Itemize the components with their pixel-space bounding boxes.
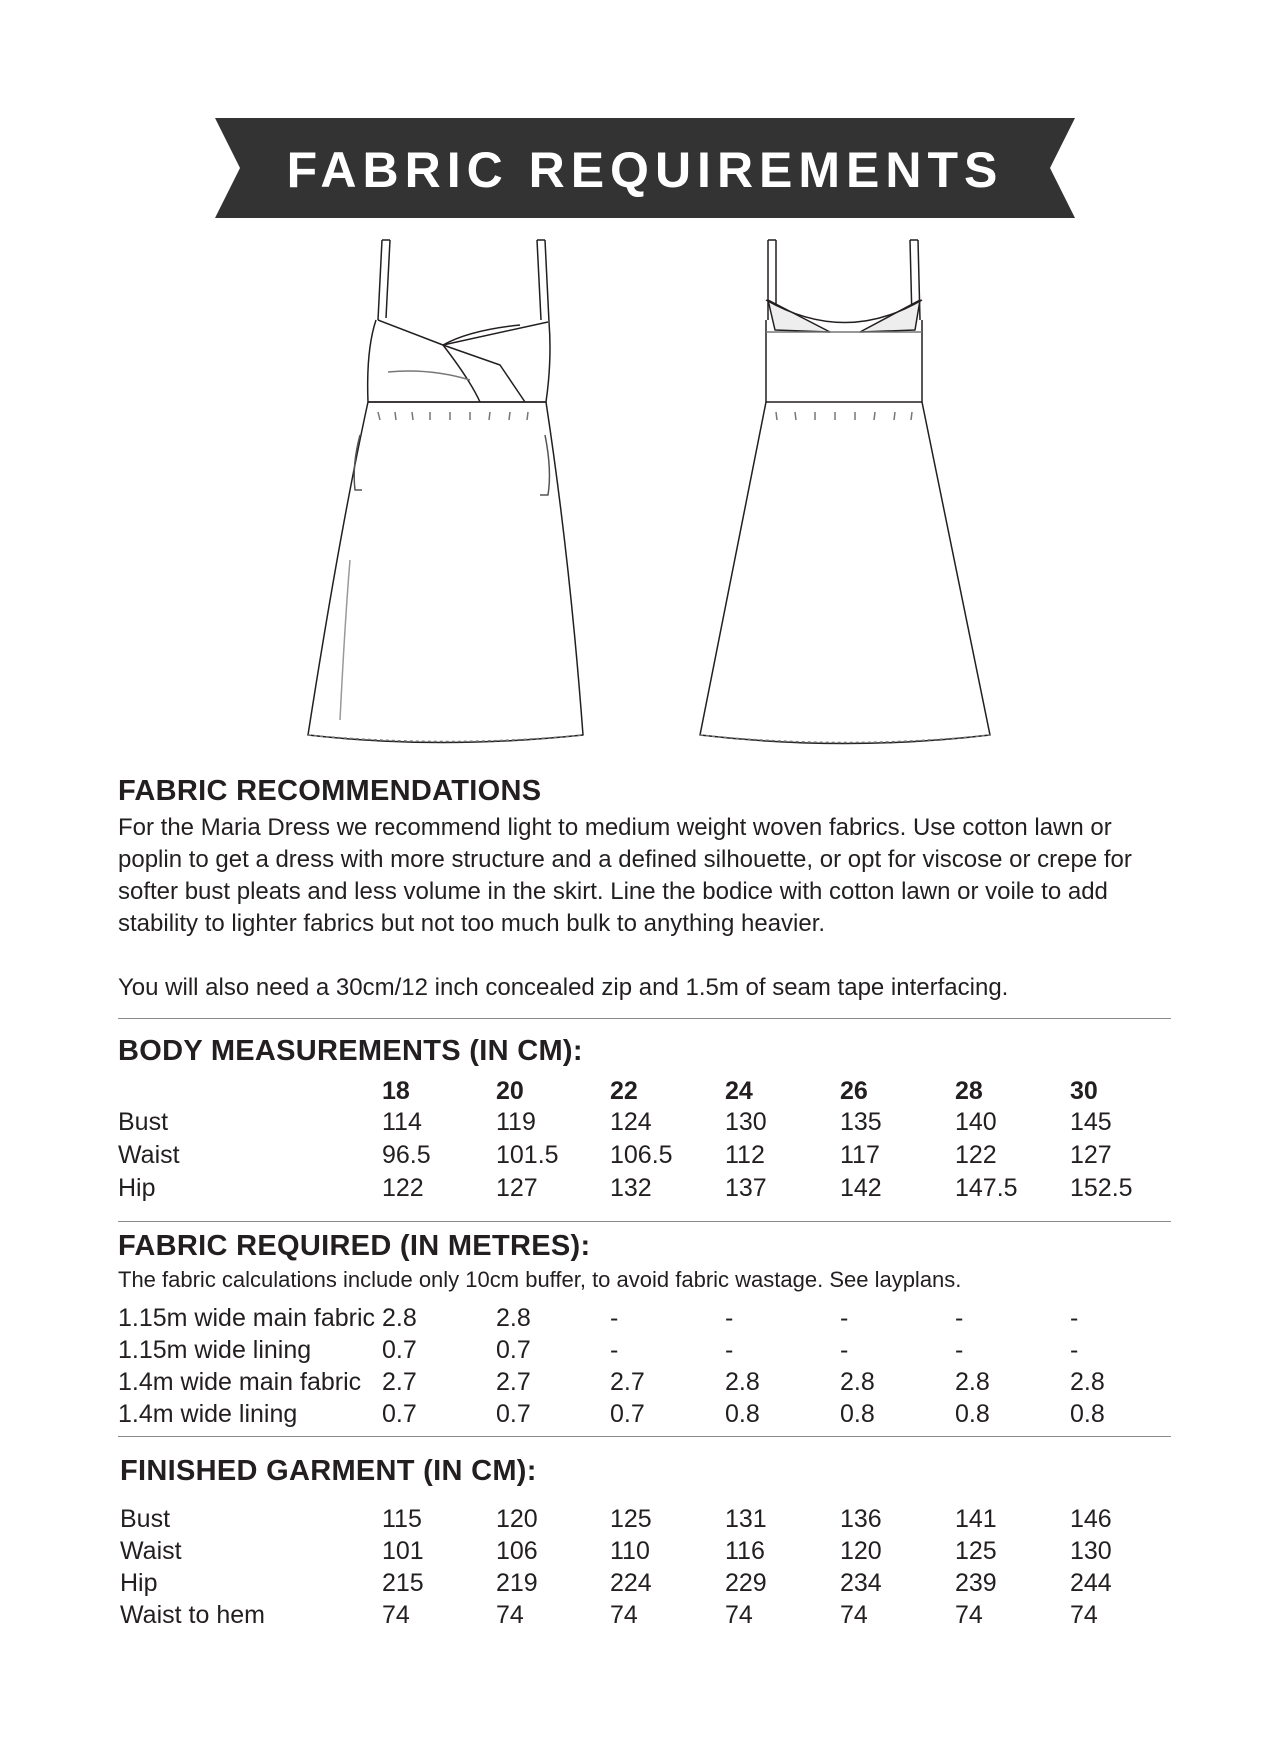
divider xyxy=(118,1221,1171,1222)
table-cell: 131 xyxy=(725,1505,767,1533)
table-cell: 2.8 xyxy=(725,1368,760,1396)
table-cell: - xyxy=(725,1336,734,1364)
table-cell: - xyxy=(840,1304,849,1332)
row-label: Waist xyxy=(120,1537,182,1565)
table-cell: 2.7 xyxy=(496,1368,531,1396)
row-label: 1.15m wide lining xyxy=(118,1336,312,1364)
table-cell: 0.8 xyxy=(955,1400,990,1428)
recommendations-paragraph xyxy=(118,812,1178,940)
size-header: 24 xyxy=(725,1077,753,1105)
row-label: 1.15m wide main fabric xyxy=(118,1304,376,1332)
recommendations-text: For the Maria Dress we recommend light to medium weight woven fabrics. Use cotton lawn or poplin to get a dress with more structure and a defined silhouette, or opt for viscose or crepe for softer bust pleats and less volume in the skirt. Line the bodice with cotton lawn or voile to add stability to lighter fabrics but not too much bulk to anything heavier. xyxy=(118,814,1132,937)
table-cell: 2.8 xyxy=(496,1304,531,1332)
table-cell: 2.8 xyxy=(955,1368,990,1396)
row-label: Hip xyxy=(118,1174,156,1202)
table-cell: 2.8 xyxy=(840,1368,875,1396)
table-cell: 74 xyxy=(840,1601,868,1629)
table-cell: 130 xyxy=(725,1108,767,1136)
table-cell: 116 xyxy=(725,1537,765,1565)
table-cell: 106 xyxy=(496,1537,538,1565)
row-label: 1.4m wide main fabric xyxy=(118,1368,362,1396)
table-cell: 0.8 xyxy=(1070,1400,1105,1428)
table-cell: 0.7 xyxy=(610,1400,645,1428)
page-title: FABRIC REQUIREMENTS xyxy=(286,142,1004,198)
table-cell: 115 xyxy=(382,1505,422,1533)
table-cell: 0.8 xyxy=(725,1400,760,1428)
table-cell: - xyxy=(725,1304,734,1332)
table-cell: 145 xyxy=(1070,1108,1112,1136)
table-cell: 106.5 xyxy=(610,1141,673,1169)
size-header: 26 xyxy=(840,1077,868,1105)
table-cell: 234 xyxy=(840,1569,882,1597)
table-cell: 125 xyxy=(955,1537,997,1565)
table-cell: 0.7 xyxy=(382,1400,417,1428)
table-cell: 239 xyxy=(955,1569,997,1597)
table-cell: 244 xyxy=(1070,1569,1112,1597)
table-cell: - xyxy=(955,1336,964,1364)
table-cell: 229 xyxy=(725,1569,767,1597)
table-cell: 74 xyxy=(725,1601,753,1629)
divider xyxy=(118,1018,1171,1019)
table-cell: 130 xyxy=(1070,1537,1112,1565)
table-cell: 119 xyxy=(496,1108,536,1136)
table-cell: - xyxy=(1070,1304,1079,1332)
table-cell: 127 xyxy=(496,1174,538,1202)
table-cell: 0.7 xyxy=(496,1400,531,1428)
table-cell: 110 xyxy=(610,1537,650,1565)
size-header: 20 xyxy=(496,1077,524,1105)
table-cell: 74 xyxy=(496,1601,524,1629)
recommendations-heading: FABRIC RECOMMENDATIONS xyxy=(118,775,542,807)
row-label: Waist to hem xyxy=(120,1601,265,1629)
table-cell: 124 xyxy=(610,1108,652,1136)
table-cell: 74 xyxy=(382,1601,410,1629)
table-cell: 101.5 xyxy=(496,1141,559,1169)
table-cell: 146 xyxy=(1070,1505,1112,1533)
row-label: Waist xyxy=(118,1141,180,1169)
table-cell: 140 xyxy=(955,1108,997,1136)
table-cell: 120 xyxy=(496,1505,538,1533)
table-cell: 74 xyxy=(1070,1601,1098,1629)
table-cell: 74 xyxy=(955,1601,983,1629)
table-cell: 2.7 xyxy=(382,1368,417,1396)
table-cell: 136 xyxy=(840,1505,882,1533)
fabric-required-subtext: The fabric calculations include only 10cm buffer, to avoid fabric wastage. See layplans. xyxy=(118,1267,962,1292)
table-cell: - xyxy=(610,1304,619,1332)
divider xyxy=(118,1436,1171,1437)
table-cell: 0.8 xyxy=(840,1400,875,1428)
back-view-dress-icon xyxy=(700,240,990,744)
table-cell: 112 xyxy=(725,1141,765,1169)
front-view-dress-icon xyxy=(308,240,583,743)
table-cell: 215 xyxy=(382,1569,424,1597)
table-cell: 135 xyxy=(840,1108,882,1136)
row-label: Hip xyxy=(120,1569,158,1597)
table-cell: - xyxy=(840,1336,849,1364)
table-cell: 74 xyxy=(610,1601,638,1629)
table-cell: 96.5 xyxy=(382,1141,431,1169)
table-cell: 141 xyxy=(955,1505,997,1533)
finished-garment-heading: FINISHED GARMENT (IN CM): xyxy=(120,1455,537,1487)
table-cell: 2.8 xyxy=(1070,1368,1105,1396)
table-cell: 142 xyxy=(840,1174,882,1202)
body-measurements-heading: BODY MEASUREMENTS (IN CM): xyxy=(118,1035,583,1067)
table-cell: 152.5 xyxy=(1070,1174,1133,1202)
recommendations-note: You will also need a 30cm/12 inch concealed zip and 1.5m of seam tape interfacing. xyxy=(118,974,1009,1001)
table-cell: 132 xyxy=(610,1174,652,1202)
table-cell: 114 xyxy=(382,1108,422,1136)
table-cell: 0.7 xyxy=(382,1336,417,1364)
table-cell: 147.5 xyxy=(955,1174,1018,1202)
table-cell: 224 xyxy=(610,1569,652,1597)
dress-illustrations xyxy=(0,0,1286,780)
size-header: 22 xyxy=(610,1077,638,1105)
size-header: 30 xyxy=(1070,1077,1098,1105)
table-cell: - xyxy=(610,1336,619,1364)
table-cell: 101 xyxy=(382,1537,424,1565)
table-cell: - xyxy=(1070,1336,1079,1364)
row-label: Bust xyxy=(118,1108,169,1136)
table-cell: 2.8 xyxy=(382,1304,417,1332)
row-label: Bust xyxy=(120,1505,171,1533)
table-cell: 117 xyxy=(840,1141,880,1169)
size-header: 18 xyxy=(382,1077,410,1105)
table-cell: 2.7 xyxy=(610,1368,645,1396)
table-cell: 127 xyxy=(1070,1141,1112,1169)
table-cell: 122 xyxy=(955,1141,997,1169)
table-cell: 219 xyxy=(496,1569,538,1597)
table-cell: 125 xyxy=(610,1505,652,1533)
table-cell: - xyxy=(955,1304,964,1332)
size-header: 28 xyxy=(955,1077,983,1105)
row-label: 1.4m wide lining xyxy=(118,1400,298,1428)
table-cell: 0.7 xyxy=(496,1336,531,1364)
fabric-required-heading: FABRIC REQUIRED (IN METRES): xyxy=(118,1230,591,1262)
table-cell: 137 xyxy=(725,1174,767,1202)
table-cell: 122 xyxy=(382,1174,424,1202)
table-cell: 120 xyxy=(840,1537,882,1565)
